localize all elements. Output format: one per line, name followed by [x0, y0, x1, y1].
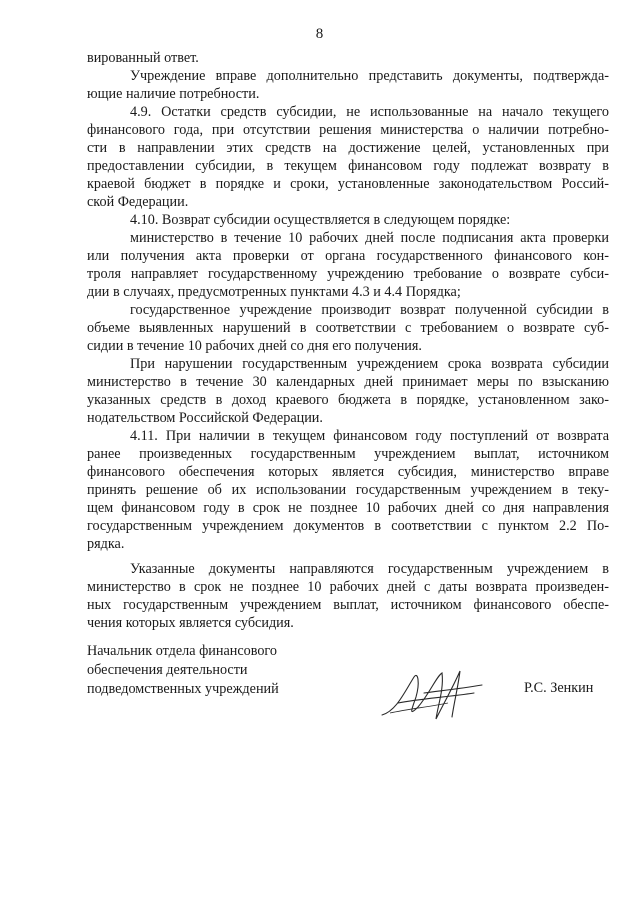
text-line: министерство в течение 30 календарных дней принимает меры по взысканию — [87, 374, 609, 390]
text-line: вированный ответ. — [87, 50, 199, 66]
text-line: дии в случаях, предусмотренных пунктами 4.3 и 4.4 Порядка; — [87, 284, 461, 300]
text-line: троля направляет государственному учреждению требование о возврате субси- — [87, 266, 609, 282]
text-line: ранее произведенных государственным учреждением выплат, источником — [87, 446, 609, 462]
text-line: предоставлении субсидии, в текущем финансовом году подлежат возврату в — [87, 158, 609, 174]
signatory-position-line: подведомственных учреждений — [87, 681, 279, 697]
text-line: краевой бюджет в порядке и сроки, установленные законодательством Россий- — [87, 176, 609, 192]
text-line: чения которых является субсидия. — [87, 615, 294, 631]
text-line: финансового обеспечения которых является субсидия, министерство вправе — [87, 464, 609, 480]
text-line: сидии в течение 10 рабочих дней со дня его получения. — [87, 338, 422, 354]
text-line: Указанные документы направляются государственным учреждением в — [130, 561, 609, 577]
text-line: 4.10. Возврат субсидии осуществляется в следующем порядке: — [130, 212, 511, 228]
text-line: ющие наличие потребности. — [87, 86, 260, 102]
text-line: министерство в срок не позднее 10 рабочих дней с даты возврата произведен- — [87, 579, 609, 595]
signatory-position — [87, 642, 279, 699]
text-line: При нарушении государственным учреждением срока возврата субсидии — [130, 356, 609, 372]
text-line: нодательством Российской Федерации. — [87, 410, 323, 426]
text-line: принять решение об их использовании государственным учреждением в теку- — [87, 482, 609, 498]
text-line: министерство в течение 10 рабочих дней после подписания акта проверки — [130, 230, 609, 246]
text-line: ской Федерации. — [87, 194, 189, 210]
text-line: указанных средств в доход краевого бюджета в порядке, установленном зако- — [87, 392, 609, 408]
text-line: ных государственным учреждением выплат, источником финансового обеспе- — [87, 597, 609, 613]
text-line: государственное учреждение производит возврат полученной субсидии в — [130, 302, 609, 318]
text-line: сти в направлении этих средств на достижение целей, установленных при — [87, 140, 609, 156]
text-line: 4.9. Остатки средств субсидии, не использованные на начало текущего — [130, 104, 609, 120]
signatory-position-line: Начальник отдела финансового — [87, 643, 277, 659]
text-line: рядка. — [87, 536, 125, 552]
signatory-position-line: обеспечения деятельности — [87, 662, 248, 678]
text-line: финансового года, при отсутствии решения министерства о наличии потребно- — [87, 122, 609, 138]
text-line: государственным учреждением документов в соответствии с пунктом 2.2 По- — [87, 518, 609, 534]
document-body — [87, 49, 609, 632]
text-line: объеме выявленных нарушений в соответствии с требованием о возврате суб- — [87, 320, 609, 336]
text-line: щем финансовом году в срок не позднее 10 рабочих дней со дня направления — [87, 500, 609, 516]
text-line: или получения акта проверки от органа государственного финансового кон- — [87, 248, 609, 264]
signatory-name: Р.С. Зенкин — [524, 680, 594, 696]
handwritten-signature — [378, 663, 488, 725]
text-line: Учреждение вправе дополнительно представить документы, подтвержда- — [130, 68, 609, 84]
paragraph-gap — [87, 553, 609, 560]
text-line: 4.11. При наличии в текущем финансовом году поступлений от возврата — [130, 428, 609, 444]
page-number: 8 — [315, 26, 324, 42]
